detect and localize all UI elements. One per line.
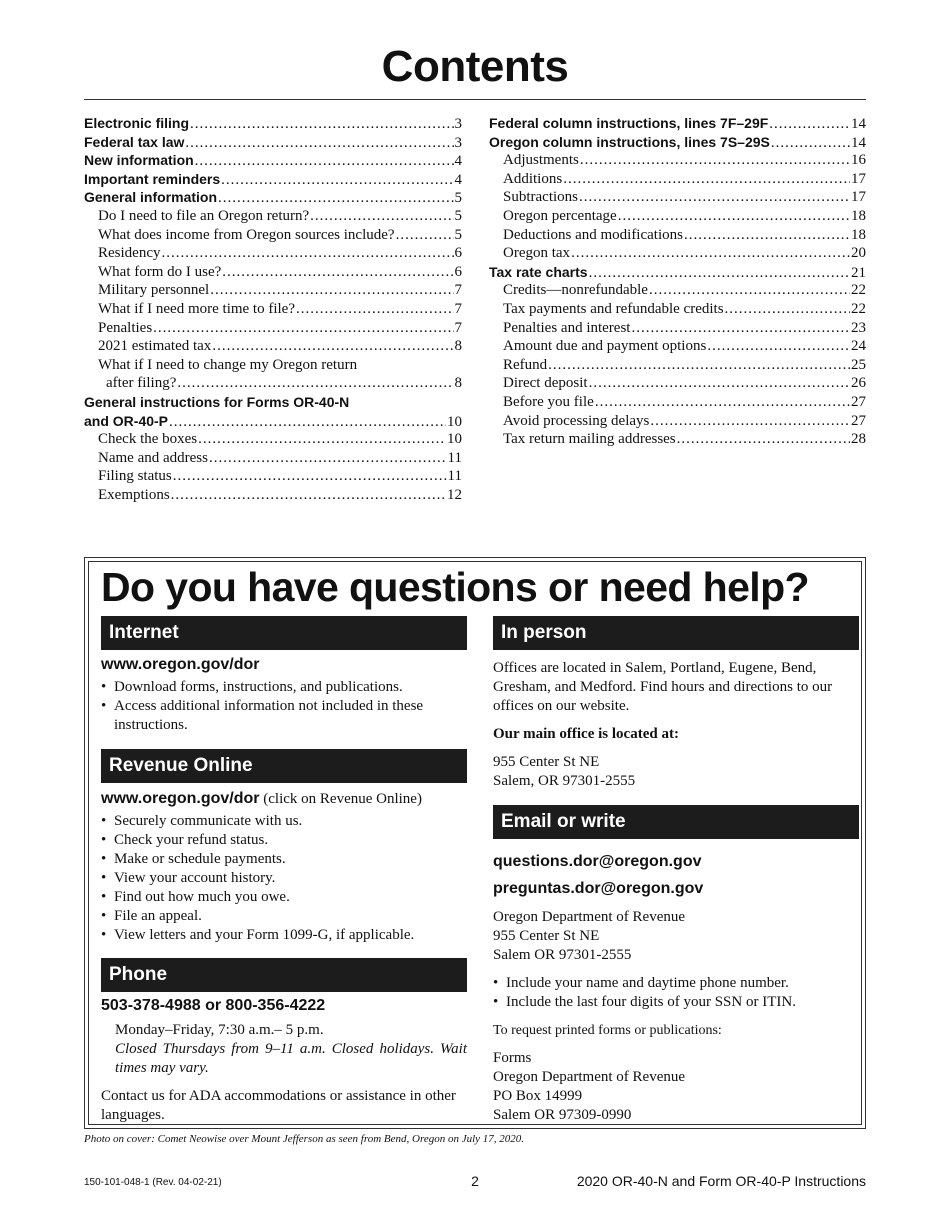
phone-numbers[interactable]: 503-378-4988 or 800-356-4222 [101,997,326,1014]
toc-entry-label: General information [84,189,218,206]
address-line: Oregon Department of Revenue [493,1069,686,1085]
toc-entry[interactable] [489,374,866,393]
toc-leader-dots [222,263,453,282]
toc-leader-dots [310,207,453,226]
toc-entry-page: 6 [454,245,462,262]
toc-entry-page: 12 [447,486,462,503]
toc-entry[interactable] [84,449,462,468]
list-item: • Download forms, instructions, and publications. [101,678,467,697]
toc-entry[interactable] [84,281,462,300]
toc-entry-page: 7 [454,282,462,299]
list-item: • Make or schedule payments. [101,850,467,869]
toc-entry-label: after filing? [106,375,177,392]
toc-leader-dots [631,319,850,338]
list-item: • Include your name and daytime phone number. [493,974,859,993]
toc-entry[interactable] [84,467,462,486]
toc-leader-dots [618,207,850,226]
toc-entry-page: 5 [454,226,462,243]
toc-entry[interactable] [489,151,866,170]
email-english[interactable]: questions.dor@oregon.gov [493,853,702,870]
toc-entry-label: Oregon tax [503,245,571,262]
toc-entry-page: 8 [454,338,462,355]
cover-photo-caption: Photo on cover: Comet Neowise over Mount Jefferson as seen from Bend, Oregon on July 17, 2020. [84,1133,525,1145]
toc-leader-dots [725,300,850,319]
toc-leader-dots [209,449,447,468]
address-line: 955 Center St NE [493,754,600,770]
toc-leader-dots [548,356,850,375]
toc-entry[interactable] [489,412,866,431]
in-person-heading: In person [493,616,859,650]
in-person-text: Offices are located in Salem, Portland, Eugene, Bend, Gresham, and Medford. Find hours and directions to our offices on our website. [493,660,833,714]
toc-entry-label: Direct deposit [503,375,588,392]
toc-entry[interactable] [84,486,462,505]
toc-entry-page: 8 [454,375,462,392]
toc-entry[interactable] [489,207,866,226]
toc-entry[interactable] [84,151,462,170]
toc-entry-page: 21 [851,264,866,281]
toc-entry-page: 18 [851,226,866,243]
toc-right-column [489,114,866,449]
toc-entry[interactable] [84,263,462,282]
toc-left-column [84,114,462,504]
toc-entry-page: 7 [454,319,462,336]
toc-entry-page: 10 [447,413,462,430]
toc-leader-dots [589,374,850,393]
list-item: • File an appeal. [101,907,467,926]
toc-entry[interactable] [84,114,462,133]
toc-entry-label: Do I need to file an Oregon return? [98,207,310,224]
toc-entry-label: Exemptions [98,486,170,503]
toc-entry-label: What does income from Oregon sources include? [98,226,395,243]
toc-leader-dots [707,337,850,356]
toc-leader-dots [579,188,850,207]
mailing-address [493,908,859,965]
toc-entry[interactable] [489,393,866,412]
toc-entry-label: Additions [503,170,563,187]
toc-leader-dots [563,170,850,189]
document-title: 2020 OR-40-N and Form OR-40-P Instructions [576,1173,866,1189]
toc-entry[interactable] [84,412,462,431]
phone-heading: Phone [101,958,467,992]
toc-entry-page: 27 [851,393,866,410]
toc-entry-page: 11 [447,449,462,466]
toc-entry-label: Tax rate charts [489,263,588,280]
toc-entry-page: 22 [851,282,866,299]
toc-entry-page: 4 [454,171,462,188]
help-box-inner [88,561,862,1125]
toc-entry-page: 27 [851,412,866,429]
toc-leader-dots [571,244,850,263]
toc-leader-dots [396,226,454,245]
toc-entry[interactable] [84,170,462,189]
toc-entry-label: Penalties and interest [503,319,631,336]
toc-entry-page: 3 [454,134,462,151]
toc-entry-label: New information [84,152,194,169]
toc-entry-label: Federal tax law [84,133,185,150]
toc-entry-page: 23 [851,319,866,336]
toc-leader-dots [589,264,850,282]
toc-leader-dots [684,226,850,245]
toc-entry-label: Subtractions [503,189,578,206]
toc-leader-dots [221,171,453,189]
revenue-online-heading: Revenue Online [101,749,467,783]
list-item: • Access additional information not included in these instructions. [101,697,467,735]
revenue-online-bullets [101,812,467,945]
ada-note: Contact us for ADA accommodations or assistance in other languages. [101,1088,456,1123]
toc-entry-label: Before you file [503,393,594,410]
toc-entry-label: Name and address [98,449,208,466]
address-line: Salem OR 97309-0990 [493,1107,632,1123]
list-item: • Check your refund status. [101,831,467,850]
email-spanish[interactable]: preguntas.dor@oregon.gov [493,880,704,897]
list-item: • View your account history. [101,869,467,888]
toc-entry-label: Check the boxes [98,431,198,448]
address-line: PO Box 14999 [493,1088,583,1104]
revenue-online-url[interactable]: www.oregon.gov/dor [101,790,260,807]
toc-entry[interactable] [489,263,866,282]
address-line: Forms [493,1050,532,1066]
toc-entry-page: 14 [851,116,866,132]
toc-leader-dots [649,281,850,300]
list-item: • Find out how much you owe. [101,888,467,907]
toc-entry[interactable] [84,300,462,319]
toc-leader-dots [210,281,453,300]
toc-leader-dots [169,413,446,431]
toc-entry-label: Tax payments and refundable credits [503,300,724,317]
toc-entry-page: 18 [851,207,866,224]
form-number: 150-101-048-1 (Rev. 04-02-21) [84,1177,222,1188]
toc-entry[interactable] [489,430,866,449]
toc-entry-label: 2021 estimated tax [98,338,212,355]
toc-entry[interactable] [489,170,866,189]
toc-entry[interactable] [489,356,866,375]
toc-leader-dots [190,115,453,133]
address-line: Oregon Department of Revenue [493,909,686,925]
toc-entry-page: 24 [851,338,866,355]
toc-entry[interactable] [489,226,866,245]
toc-entry-page: 17 [851,170,866,187]
page-number: 2 [471,1173,479,1189]
toc-entry[interactable] [84,337,462,356]
toc-leader-dots [161,244,453,263]
toc-entry-page: 26 [851,375,866,392]
toc-entry-label: Military personnel [98,282,210,299]
toc-leader-dots [580,151,850,170]
toc-leader-dots [769,115,850,133]
toc-entry[interactable] [489,337,866,356]
address-line: Salem OR 97301-2555 [493,947,632,963]
page-title: Contents [381,42,569,91]
toc-entry-page: 25 [851,356,866,373]
toc-entry-label: Important reminders [84,170,221,187]
forms-address [493,1049,859,1125]
toc-entry-page: 5 [454,190,462,207]
toc-entry-label: Residency [98,245,161,262]
address-line: 955 Center St NE [493,928,600,944]
toc-leader-dots [173,467,447,486]
toc-entry-label: and OR-40-P [84,412,169,429]
toc-leader-dots [171,486,446,505]
toc-entry-label: Penalties [98,319,153,336]
toc-leader-dots [198,430,446,449]
toc-entry-page: 11 [447,468,462,485]
toc-leader-dots [177,374,453,393]
toc-leader-dots [195,152,454,170]
email-write-heading: Email or write [493,805,859,839]
toc-leader-dots [153,319,453,338]
toc-entry[interactable] [84,393,462,412]
toc-entry[interactable] [84,319,462,338]
phone-hours: Monday–Friday, 7:30 a.m.– 5 p.m. [115,1022,324,1038]
toc-entry-page: 17 [851,189,866,206]
toc-leader-dots [185,134,453,152]
list-item: • Include the last four digits of your SSN or ITIN. [493,993,859,1012]
toc-entry[interactable] [489,319,866,338]
toc-entry-page: 4 [454,153,462,170]
toc-entry[interactable] [84,188,462,207]
list-item: • Securely communicate with us. [101,812,467,831]
toc-entry[interactable] [84,244,462,263]
toc-leader-dots [771,134,850,152]
help-title: Do you have questions or need help? [101,564,809,610]
toc-entry[interactable] [84,374,462,393]
toc-entry-label: General instructions for Forms OR-40-N [84,393,350,410]
toc-leader-dots [212,337,453,356]
toc-entry-label: Adjustments [503,152,579,169]
toc-entry-label: What if I need more time to file? [98,300,295,317]
toc-entry[interactable] [489,188,866,207]
request-forms-text: To request printed forms or publications: [493,1023,722,1038]
toc-entry-label: Credits—nonrefundable [503,282,648,299]
toc-entry-label: Oregon column instructions, lines 7S–29S [489,133,770,150]
toc-entry[interactable] [489,300,866,319]
toc-leader-dots [595,393,850,412]
toc-entry-label: Electronic filing [84,115,190,131]
title-divider [84,99,866,100]
toc-entry-page: 5 [454,207,462,224]
toc-entry[interactable] [489,133,866,152]
main-office-address [493,753,859,791]
toc-entry-label: Avoid processing delays [503,412,650,429]
toc-entry-page: 28 [851,431,866,448]
phone-closed-note: Closed Thursdays from 9–11 a.m. Closed holidays. Wait times may vary. [115,1041,467,1076]
toc-entry-label: Oregon percentage [503,207,617,224]
help-box [84,557,866,1129]
toc-entry-label: Federal column instructions, lines 7F–29F [489,115,769,131]
toc-entry-page: 20 [851,245,866,262]
internet-url[interactable]: www.oregon.gov/dor [101,656,260,673]
toc-entry-page: 16 [851,152,866,169]
revenue-online-note: (click on Revenue Online) [259,791,422,807]
toc-entry-label: What form do I use? [98,263,222,280]
toc-entry[interactable] [84,133,462,152]
toc-entry-page: 14 [851,134,866,151]
email-bullets [493,974,859,1012]
revenue-online-url-line [101,789,467,809]
toc-entry-label: Amount due and payment options [503,338,707,355]
toc-entry[interactable] [84,226,462,245]
toc-leader-dots [650,412,850,431]
toc-entry[interactable] [84,430,462,449]
toc-entry-page: 7 [454,300,462,317]
toc-entry-page: 22 [851,300,866,317]
internet-bullets [101,678,467,735]
internet-heading: Internet [101,616,467,650]
toc-entry-label: Filing status [98,468,172,485]
toc-entry[interactable] [84,207,462,226]
toc-entry[interactable] [489,281,866,300]
toc-entry-page: 6 [454,263,462,280]
list-item: • View letters and your Form 1099-G, if applicable. [101,926,467,945]
toc-entry[interactable] [489,244,866,263]
main-office-label: Our main office is located at: [493,726,679,742]
toc-entry-label: What if I need to change my Oregon return [98,356,358,373]
toc-entry-label: Deductions and modifications [503,226,683,243]
toc-entry-page: 10 [447,431,462,448]
toc-entry-label: Refund [503,356,548,373]
toc-entry-label: Tax return mailing addresses [503,431,676,448]
toc-leader-dots [296,300,454,319]
toc-leader-dots [677,430,850,449]
toc-leader-dots [218,189,453,207]
address-line: Salem, OR 97301-2555 [493,773,636,789]
toc-entry-page: 3 [454,116,462,132]
toc-entry[interactable] [489,114,866,133]
toc-entry[interactable] [84,356,462,375]
